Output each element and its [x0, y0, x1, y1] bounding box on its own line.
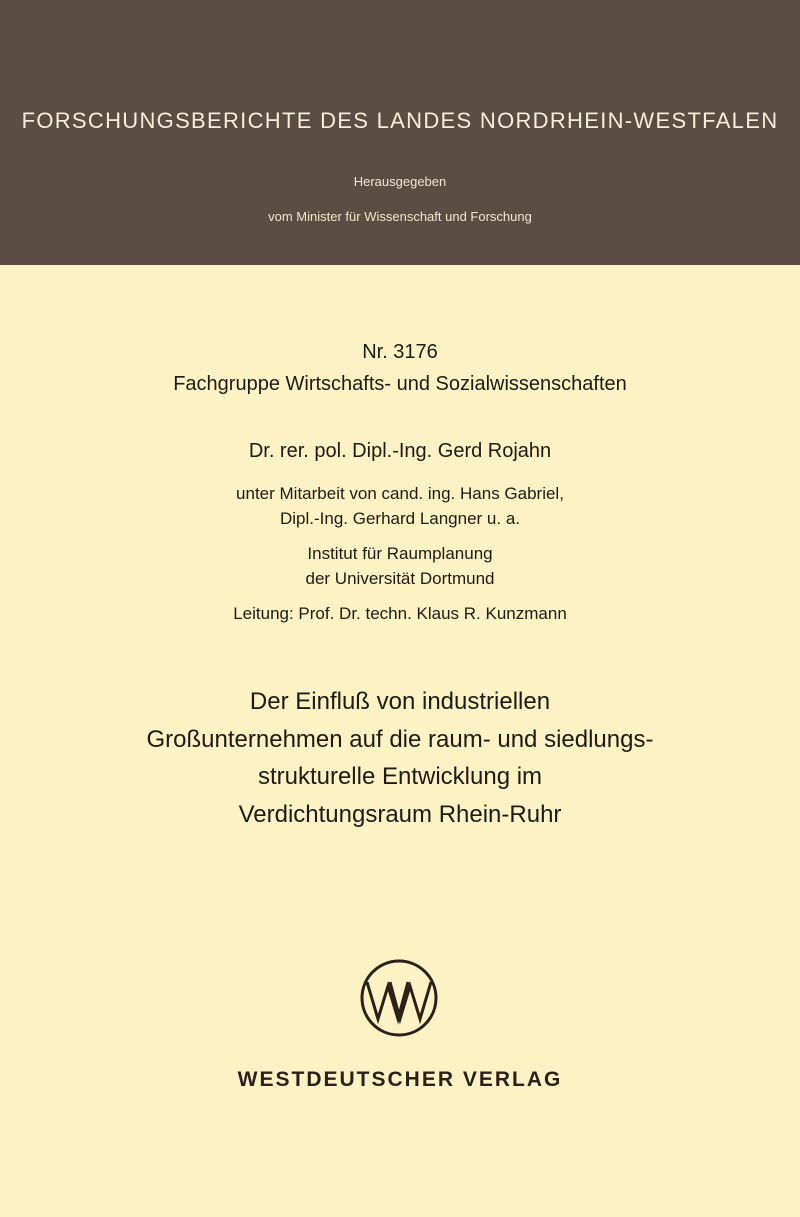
- subject-group: Fachgruppe Wirtschafts- und Sozialwissenschaften: [173, 373, 627, 395]
- ww-monogram-icon: [357, 956, 441, 1040]
- collaborators-line-1: unter Mitarbeit von cand. ing. Hans Gabriel,: [236, 484, 564, 503]
- book-title-line-4: Verdichtungsraum Rhein-Ruhr: [238, 801, 562, 828]
- series-header-band: [0, 0, 800, 265]
- report-number: Nr. 3176: [362, 341, 438, 363]
- author-name: Dr. rer. pol. Dipl.-Ing. Gerd Rojahn: [248, 440, 552, 462]
- book-title-line-3: strukturelle Entwicklung im: [257, 763, 543, 790]
- book-title-line-2: Großunternehmen auf die raum- und siedlungs-: [146, 726, 654, 753]
- publisher-name: WESTDEUTSCHER VERLAG: [237, 1068, 563, 1091]
- institute-line-2: der Universität Dortmund: [305, 569, 495, 588]
- series-title: FORSCHUNGSBERICHTE DES LANDES NORDRHEIN-WESTFALEN: [21, 108, 779, 133]
- editor-name: vom Minister für Wissenschaft und Forschung: [268, 209, 532, 224]
- leadership-line: Leitung: Prof. Dr. techn. Klaus R. Kunzmann: [233, 604, 567, 623]
- institute-line-1: Institut für Raumplanung: [307, 544, 493, 563]
- book-title-line-1: Der Einfluß von industriellen: [249, 688, 551, 715]
- edited-by-label: Herausgegeben: [353, 174, 447, 189]
- collaborators-line-2: Dipl.-Ing. Gerhard Langner u. a.: [279, 509, 521, 528]
